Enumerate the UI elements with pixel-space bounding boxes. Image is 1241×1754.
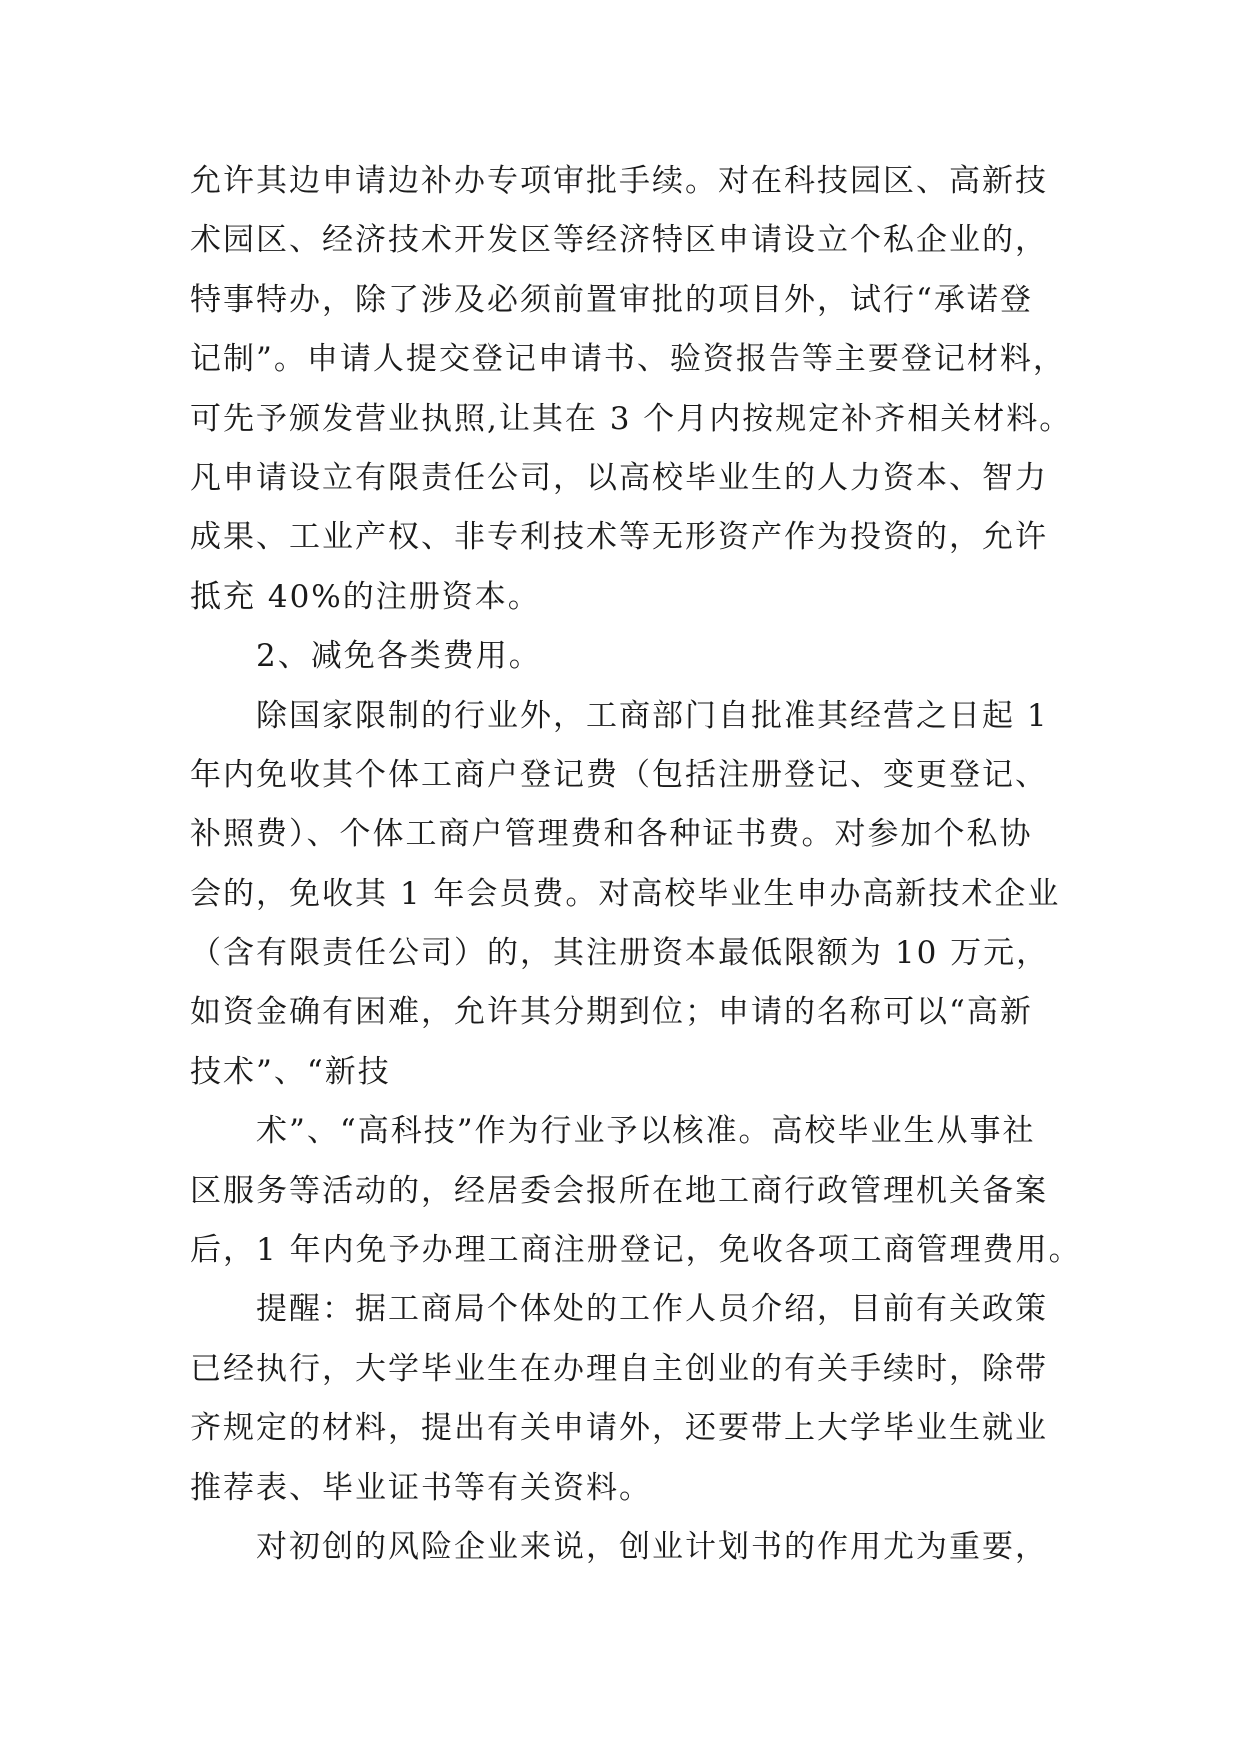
text-line: 后，1 年内免予办理工商注册登记，免收各项工商管理费用。 <box>190 1232 1082 1269</box>
text-line: 年内免收其个体工商户登记费（包括注册登记、变更登记、 <box>190 756 1048 793</box>
text-line: 记制”。申请人提交登记申请书、验资报告等主要登记材料， <box>190 341 1066 378</box>
text-line: 技术”、“新技 <box>190 1053 391 1090</box>
text-line: 如资金确有困难，允许其分期到位；申请的名称可以“高新 <box>190 994 1033 1031</box>
text-line: （含有限责任公司）的，其注册资本最低限额为 10 万元， <box>190 935 1050 972</box>
text-line: 区服务等活动的，经居委会报所在地工商行政管理机关备案 <box>190 1172 1048 1209</box>
text-line: 可先予颁发营业执照,让其在 3 个月内按规定补齐相关材料。 <box>190 400 1073 437</box>
document-body <box>190 152 1082 1577</box>
text-line: 抵充 40%的注册资本。 <box>190 578 541 615</box>
text-line: 推荐表、毕业证书等有关资料。 <box>190 1469 652 1506</box>
text-line: 特事特办，除了涉及必须前置审批的项目外，试行“承诺登 <box>190 281 1033 318</box>
text-line: 提醒：据工商局个体处的工作人员介绍，目前有关政策 <box>256 1291 1048 1328</box>
text-line: 术园区、经济技术开发区等经济特区申请设立个私企业的， <box>190 222 1048 259</box>
text-line: 补照费）、个体工商户管理费和各种证书费。对参加个私协 <box>190 816 1033 853</box>
text-line: 术”、“高科技”作为行业予以核准。高校毕业生从事社 <box>256 1113 1036 1150</box>
text-line: 会的，免收其 1 年会员费。对高校毕业生申办高新技术企业 <box>190 875 1061 912</box>
text-line: 除国家限制的行业外，工商部门自批准其经营之日起 1 <box>256 697 1049 734</box>
text-line: 对初创的风险企业来说，创业计划书的作用尤为重要， <box>256 1528 1048 1565</box>
text-line: 允许其边申请边补办专项审批手续。对在科技园区、高新技 <box>190 163 1048 199</box>
section-heading: 2、减免各类费用。 <box>256 638 542 675</box>
text-line: 凡申请设立有限责任公司，以高校毕业生的人力资本、智力 <box>190 459 1048 496</box>
text-line: 成果、工业产权、非专利技术等无形资产作为投资的，允许 <box>190 519 1048 556</box>
text-line: 齐规定的材料，提出有关申请外，还要带上大学毕业生就业 <box>190 1410 1048 1447</box>
text-line: 已经执行，大学毕业生在办理自主创业的有关手续时，除带 <box>190 1350 1048 1387</box>
